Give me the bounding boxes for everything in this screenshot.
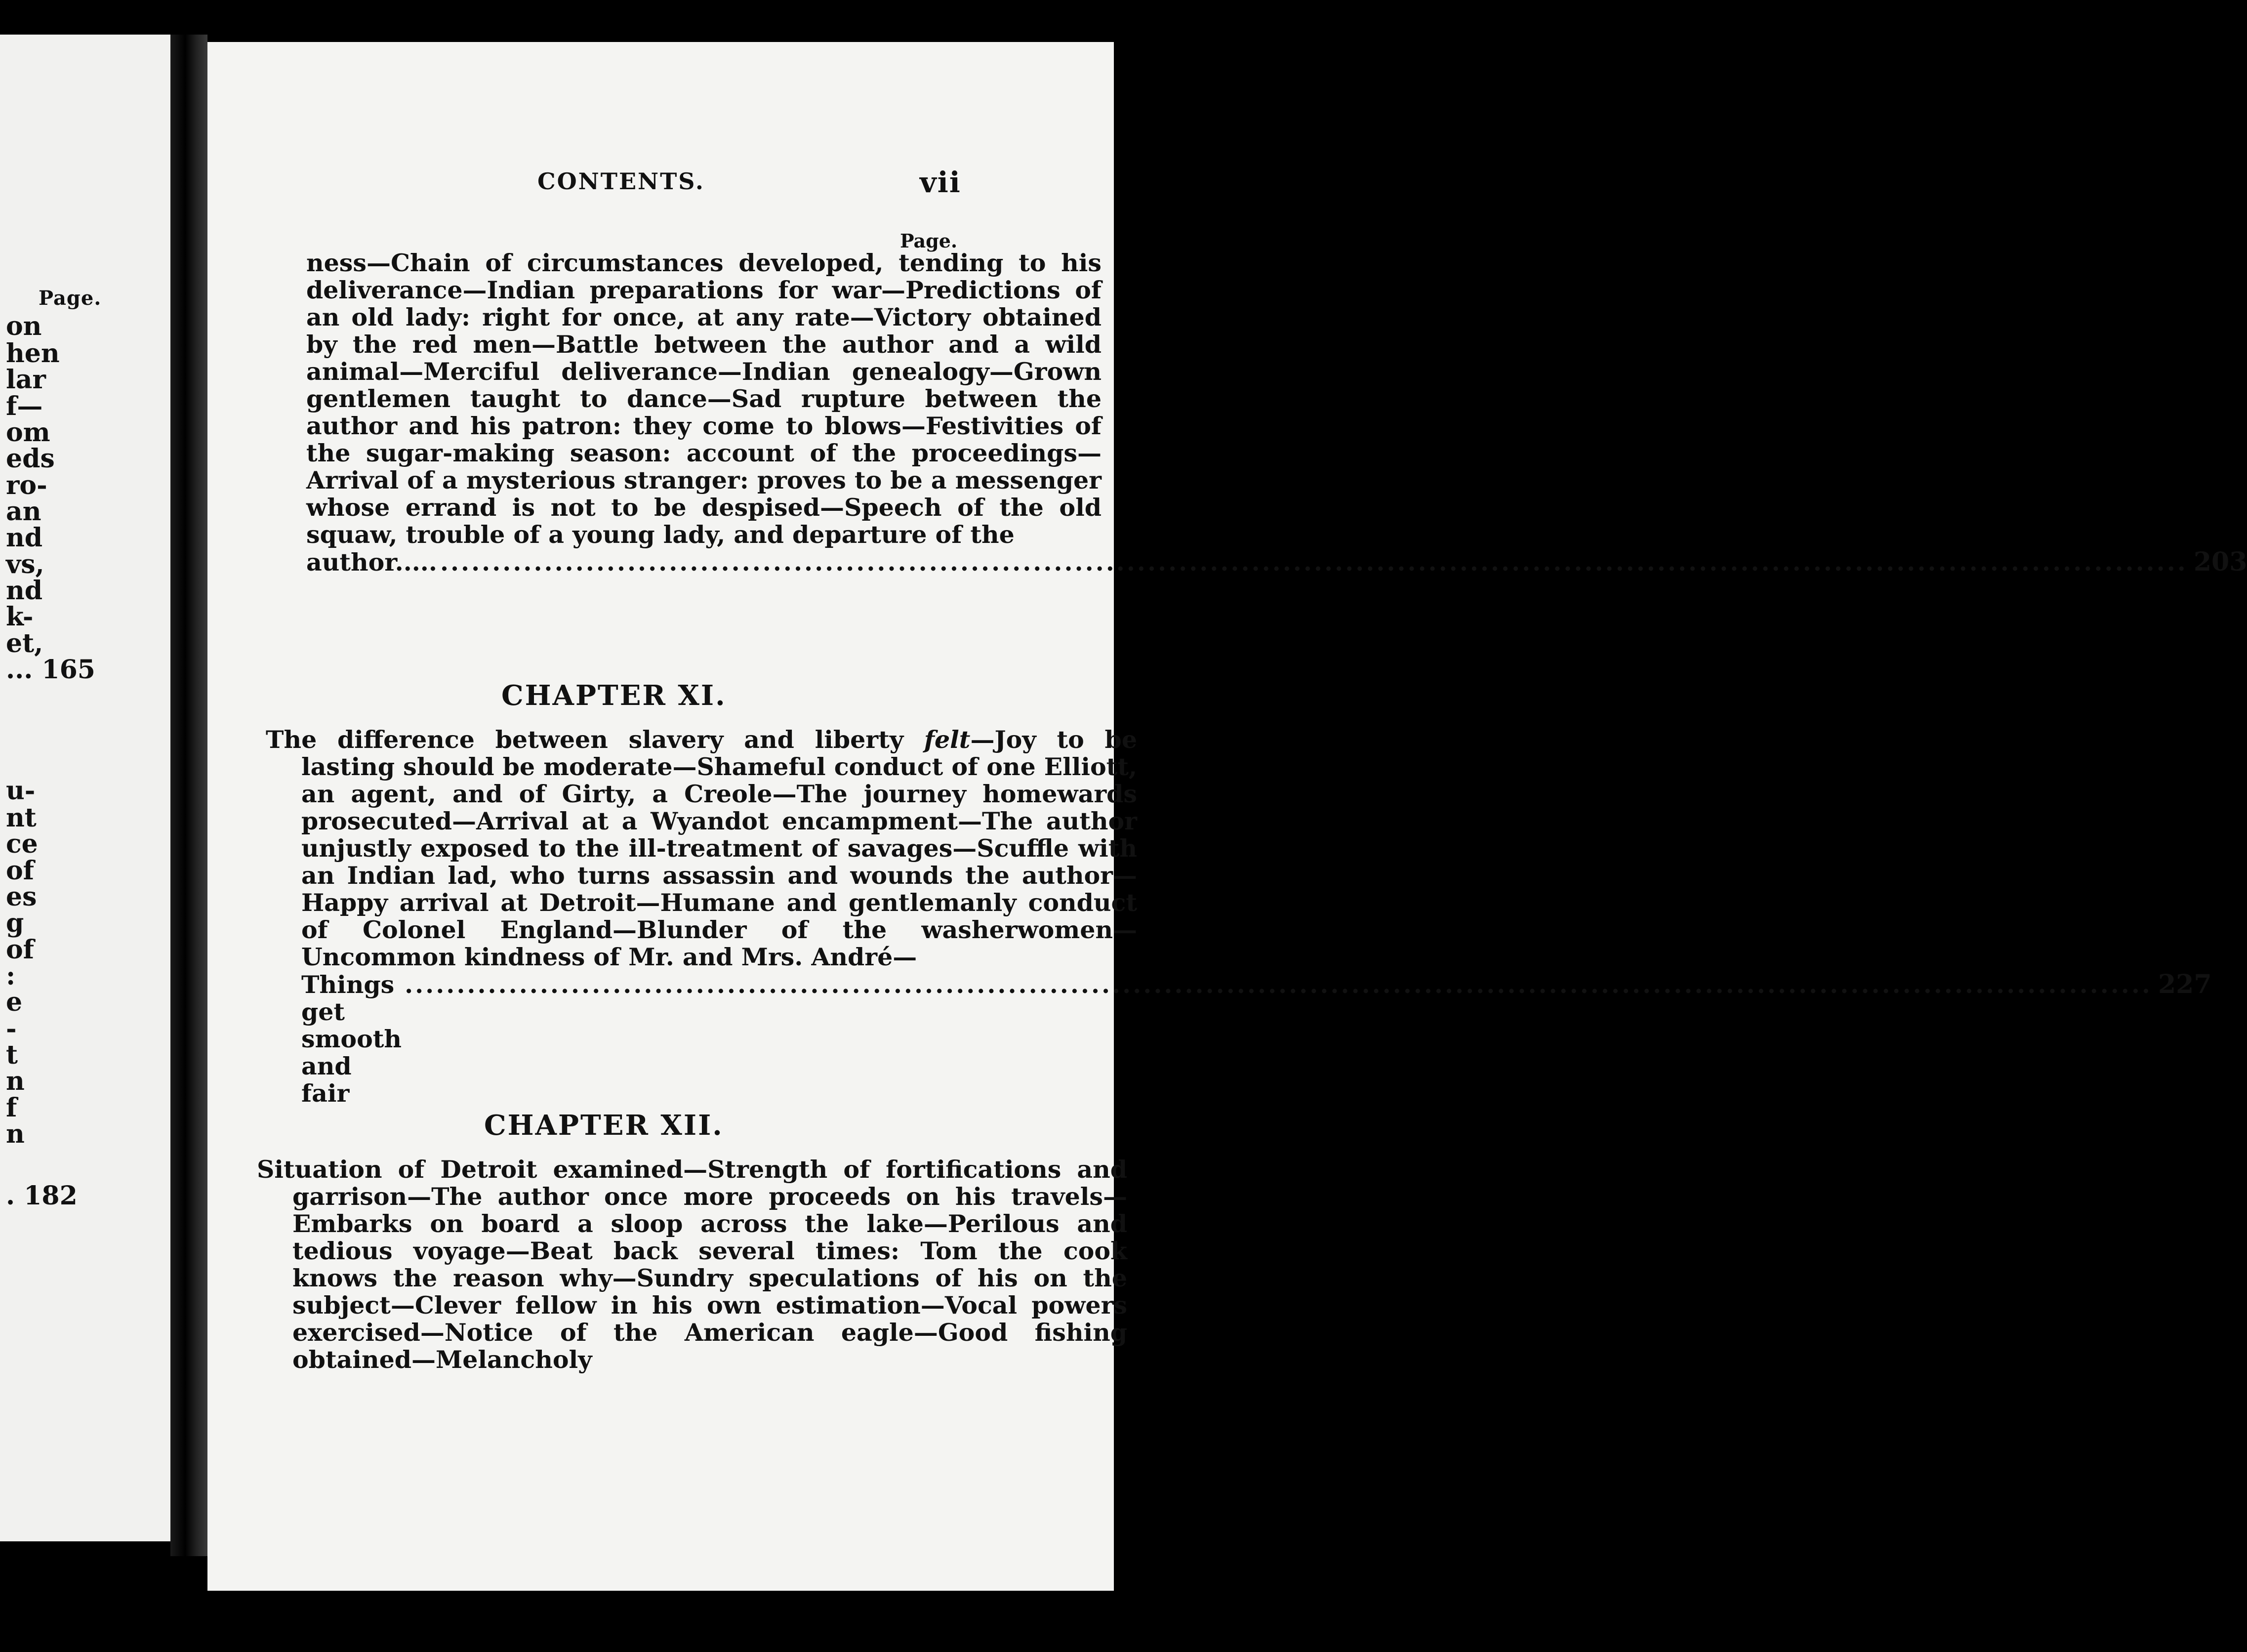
chapter-heading: CHAPTER XII. xyxy=(484,1109,724,1142)
book-gutter xyxy=(170,35,207,1556)
entry-text: Situation of Detroit examined—Strength of fortifications and garrison—The author once more proceeds on his travels—Embarks on board a sloop across the lake—Perilous and tedious voyage—Beat back several times: Tom the cook knows the reason why—Sundry speculations of his on the subject—Clever fellow in his own estimation—Vocal powers exercised—Notice of the American eagle—Good fishing obtained—Melancholy xyxy=(257,1155,1127,1374)
left-line: t xyxy=(6,1040,18,1070)
entry-italic: felt xyxy=(924,725,971,754)
previous-page-fragment xyxy=(0,35,170,1541)
left-line: e xyxy=(6,987,23,1017)
entry-text: —Joy to be lasting should be moderate—Shameful conduct of one Elliott, an agent, and of Girty, a Creole—The journey homewards prosecuted—Arrival at a Wyandot encampment—The author unjustly exposed to the ill-treatment of savages—Scuffle with an Indian lad, who turns assassin and wounds the author—Happy arrival at Detroit—Humane and gentlemanly conduct of Colonel England—Blunder of the washerwomen—Uncommon kindness of Mr. and Mrs. André— xyxy=(301,725,1137,971)
entry-page-number: 203 xyxy=(2193,547,2247,577)
left-line: es xyxy=(6,882,37,912)
entry-last-line xyxy=(306,547,2247,577)
left-page-label: Page. xyxy=(39,287,102,310)
left-line: n xyxy=(6,1066,25,1096)
running-head: CONTENTS. xyxy=(537,168,705,195)
left-line-page: . 182 xyxy=(6,1181,78,1211)
left-line: n xyxy=(6,1119,25,1149)
page-column-label: Page. xyxy=(900,230,958,252)
left-line: of xyxy=(6,935,35,965)
left-line: nd xyxy=(6,576,43,606)
left-line: lar xyxy=(6,365,46,395)
left-line: om xyxy=(6,417,50,448)
left-line: g xyxy=(6,908,24,938)
entry-text: ness—Chain of circumstances developed, tending to his deliverance—Indian preparations for war—Predictions of an old lady: right for once, at any rate—Victory obtained by the red men—Battle between the author and a wild animal—Merciful deliverance—Indian genealogy—Grown gentlemen taught to dance—Sad rupture between the author and his patron: they come to blows—Festivities of the sugar-making season: account of the proceedings—Arrival of a mysterious stranger: proves to be a messenger whose errand is not to be despised—Speech of the old squaw, trouble of a young lady, and departure of the xyxy=(306,248,1102,549)
left-line: an xyxy=(6,496,41,527)
contents-page xyxy=(207,42,2247,1591)
entry-last-text: Things get smooth and fair xyxy=(301,970,402,1108)
chapter-heading: CHAPTER XI. xyxy=(501,679,727,712)
left-line: et, xyxy=(6,628,43,659)
left-line: u- xyxy=(6,776,36,806)
entry-page-number: 227 xyxy=(2158,969,2212,999)
left-line: nt xyxy=(6,803,37,833)
left-line: of xyxy=(6,856,35,886)
left-line-page: ... 165 xyxy=(6,655,95,685)
left-line: - xyxy=(6,1014,17,1044)
left-line: hen xyxy=(6,338,60,369)
contents-entry xyxy=(257,1156,1127,1373)
left-line: f— xyxy=(6,391,43,421)
left-line: f xyxy=(6,1093,17,1123)
left-line: nd xyxy=(6,523,43,553)
left-line: on xyxy=(6,311,42,341)
left-line: k- xyxy=(6,602,34,632)
entry-text: The difference between slavery and liberty xyxy=(266,725,924,754)
leader-dots xyxy=(440,549,2188,576)
leader-dots xyxy=(405,971,2152,998)
entry-last-text: author..... xyxy=(306,548,437,577)
left-line: ce xyxy=(6,829,38,859)
page-number: vii xyxy=(920,165,961,199)
left-line: eds xyxy=(6,444,55,474)
left-line: : xyxy=(6,961,16,991)
contents-entry-continued xyxy=(306,248,2247,577)
left-line: vs, xyxy=(6,549,44,579)
left-line: ro- xyxy=(6,470,47,500)
contents-entry xyxy=(266,725,2212,1108)
entry-last-line xyxy=(301,969,2212,1108)
